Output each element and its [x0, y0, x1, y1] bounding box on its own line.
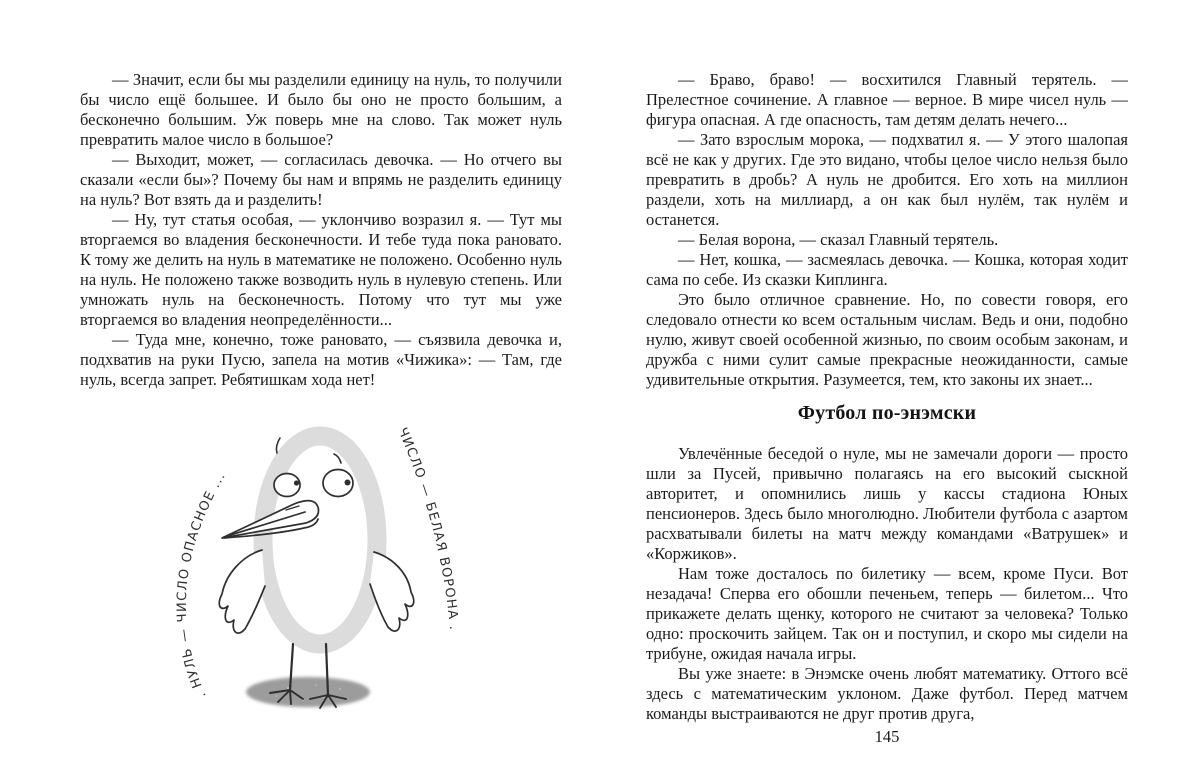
- paragraph: — Туда мне, конечно, тоже рановато, — съязвила девочка и, подхватив на руки Пусю, запела на мотив «Чижика»: — Там, где нуль, всегда запрет. Ребятишкам хода нет!: [80, 330, 562, 389]
- paragraph: Нам тоже досталось по билетику — всем, кроме Пуси. Вот незадача! Сперва его обошли печеньем, теперь — билетом... Что прикажете делать щенку, которого не считают за человека? Только одно: проскочить зайцем. Так он и поступил, и скоро мы сидели на трибуне, ожидая начала игры.: [646, 564, 1128, 663]
- chapter-heading: Футбол по-энэмски: [797, 402, 977, 424]
- page-number: 145: [874, 727, 900, 746]
- paragraph: Вы уже знаете: в Энэмске очень любят математику. Оттого всё здесь с математическим уклоном. Даже футбол. Перед матчем команды выстраиваются не друг против друга,: [646, 664, 1128, 723]
- paragraph: — Выходит, может, — согласилась девочка. — Но отчего вы сказали «если бы»? Почему бы нам и впрямь не разделить единицу на нуль? Вот взять да и разделить!: [80, 150, 562, 209]
- crow-left-wing-icon: [219, 550, 265, 633]
- paragraph: Увлечённые беседой о нуле, мы не замечали дороги — просто шли за Пусей, привычно полагаясь на его высокий сыскной авторитет, и опомнились лишь у кассы стадиона Юных пенсионеров. Здесь было многолюдно. Любители футбола с азартом расхватывали билеты на матч между командами «Ватрушек» и «Коржиков».: [646, 444, 1128, 563]
- paragraph: — Белая ворона, — сказал Главный терятель.: [678, 230, 999, 249]
- white-crow-illustration: [148, 416, 482, 720]
- caption-left-arc: . НУЛЬ — ЧИСЛО ОПАСНОЕ ...: [174, 469, 230, 701]
- caption-right-arc: ЧИСЛО — БЕЛАЯ ВОРОНА .: [394, 425, 462, 632]
- paragraph: — Браво, браво! — восхитился Главный терятель. — Прелестное сочинение. А главное — верное. В мире чисел нуль — фигура опасная. А где опасность, там детям делать нечего...: [646, 70, 1128, 129]
- paragraph: — Нет, кошка, — засмеялась девочка. — Кошка, которая ходит сама по себе. Из сказки Киплинга.: [646, 250, 1128, 289]
- crow-eyes-icon: [274, 470, 353, 497]
- paragraph: — Ну, тут статья особая, — уклончиво возразил я. — Тут мы вторгаемся во владения бесконечности. И тебе туда пока рановато. К тому же делить на нуль в математике не положено. Особенно нуль на нуль. Не положено также возводить нуль в нулевую степень. Или умножать нуль на бесконечность. Потому что тут мы уже вторгаемся во владения неопределённости...: [80, 210, 562, 329]
- ground-shadow-icon: [246, 677, 370, 707]
- crow-right-wing-icon: [370, 552, 414, 631]
- paragraph: — Зато взрослым морока, — подхватил я. — У этого шалопая всё не как у других. Где это видано, чтобы целое число нельзя было превратить в дробь? А нуль не дробится. Его хоть на миллион раздели, хоть на миллиард, а он как был нулём, так нулём и останется.: [646, 130, 1128, 229]
- right-page-column: [646, 70, 1128, 772]
- paragraph: — Значит, если бы мы разделили единицу на нуль, то получили бы число ещё большее. И было бы оно не просто большим, а бесконечно большим. Уж поверь мне на слово. Так может нуль превратить малое число в большое?: [80, 70, 562, 149]
- zero-ring: [263, 436, 377, 644]
- paragraph: Это было отличное сравнение. Но, по совести говоря, его следовало отнести ко всем остальным числам. Ведь и они, подобно нулю, живут своей особенной жизнью, по своим особым законам, и дружба с ними сулит самые прекрасные неожиданности, самые удивительные открытия. Разумеется, тем, кто законы их знает...: [646, 290, 1128, 389]
